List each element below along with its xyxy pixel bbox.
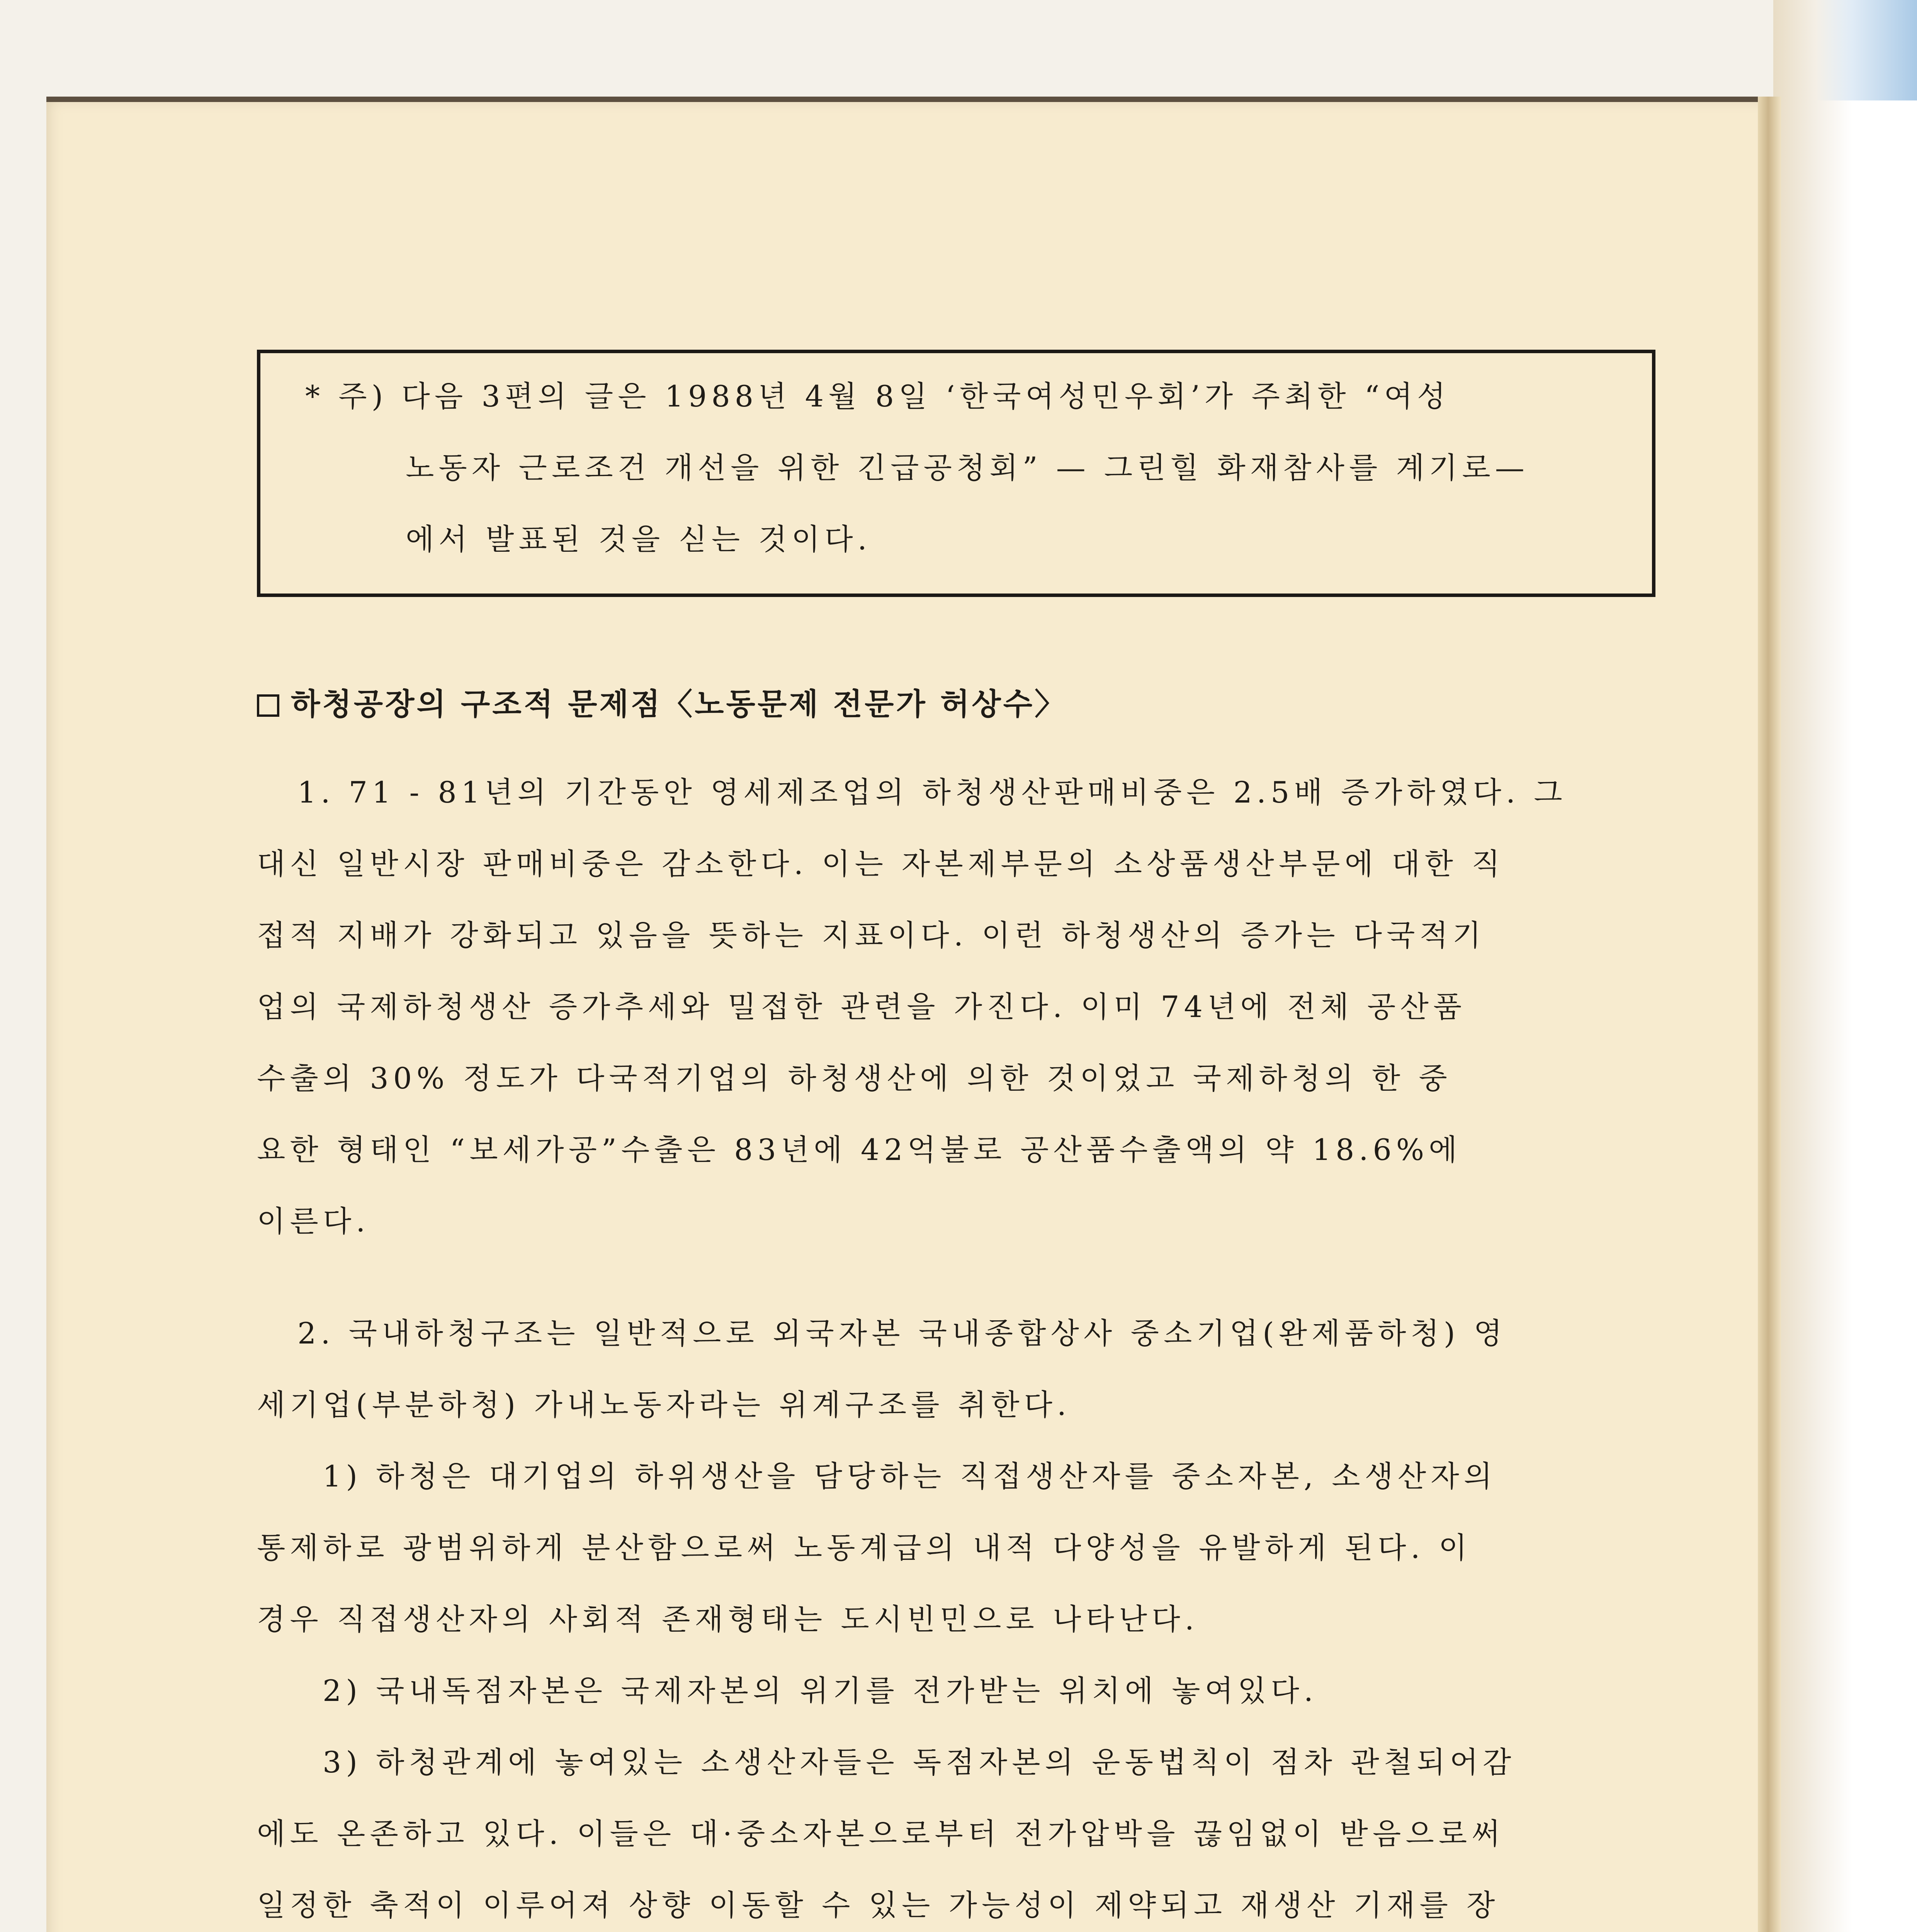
body-line: 업의 국제하청생산 증가추세와 밀접한 관련을 가진다. 이미 74년에 전체 공산품 — [257, 990, 1467, 1024]
editor-note-line: * 주) 다음 3편의 글은 1988년 4월 8일 ‘한국여성민우회’가 주최한 “여성 — [305, 379, 1450, 413]
scan-background-right — [1773, 0, 1917, 1932]
body-line: 2. 국내하청구조는 일반적으로 외국자본 국내종합상사 중소기업(완제품하청) 영 — [297, 1316, 1507, 1350]
editor-note-line: 노동자 근로조건 개선을 위한 긴급공청회” — 그린힐 화재참사를 계기로— — [406, 451, 1529, 485]
body-line: 경우 직접생산자의 사회적 존재형태는 도시빈민으로 나타난다. — [257, 1602, 1199, 1636]
body-line: 3) 하청관계에 놓여있는 소생산자들은 독점자본의 운동법칙이 점차 관철되어감 — [323, 1745, 1516, 1779]
body-line: 2) 국내독점자본은 국제자본의 위기를 전가받는 위치에 놓여있다. — [323, 1673, 1318, 1708]
scan-background-top-right — [1816, 0, 1917, 100]
body-line: 1) 하청은 대기업의 하위생산을 담당하는 직접생산자를 중소자본, 소생산자의 — [323, 1459, 1497, 1493]
section-heading — [257, 680, 1067, 723]
body-line: 1. 71 - 81년의 기간동안 영세제조업의 하청생산판매비중은 2.5배 증가하였다. 그 — [297, 775, 1567, 810]
editor-note-line: 에서 발표된 것을 싣는 것이다. — [406, 522, 872, 556]
body-line: 일정한 축적이 이루어져 상향 이동할 수 있는 가능성이 제약되고 재생산 기재를 장 — [257, 1888, 1500, 1922]
section-heading-text: 하청공장의 구조적 문제점〈노동문제 전문가 허상수〉 — [291, 687, 1067, 722]
body-line: 세기업(부분하청) 가내노동자라는 위계구조를 취한다. — [257, 1388, 1071, 1422]
body-line: 대신 일반시장 판매비중은 감소한다. 이는 자본제부문의 소상품생산부문에 대한 직 — [257, 847, 1505, 881]
page-fold — [1758, 97, 1781, 1932]
body-line: 요한 형태인 “보세가공”수출은 83년에 42억불로 공산품수출액의 약 18.6%에 — [257, 1133, 1462, 1167]
body-line: 수출의 30% 정도가 다국적기업의 하청생산에 의한 것이었고 국제하청의 한 중 — [257, 1061, 1452, 1095]
body-line: 통제하로 광범위하게 분산함으로써 노동계급의 내적 다양성을 유발하게 된다. 이 — [257, 1531, 1472, 1565]
body-line: 접적 지배가 강화되고 있음을 뜻하는 지표이다. 이런 하청생산의 증가는 다국적기 — [257, 918, 1486, 952]
body-line: 에도 온존하고 있다. 이들은 대·중소자본으로부터 전가압박을 끊임없이 받음으로써 — [257, 1816, 1505, 1851]
body-line: 이른다. — [257, 1204, 370, 1238]
checkbox-square-icon — [257, 694, 279, 717]
